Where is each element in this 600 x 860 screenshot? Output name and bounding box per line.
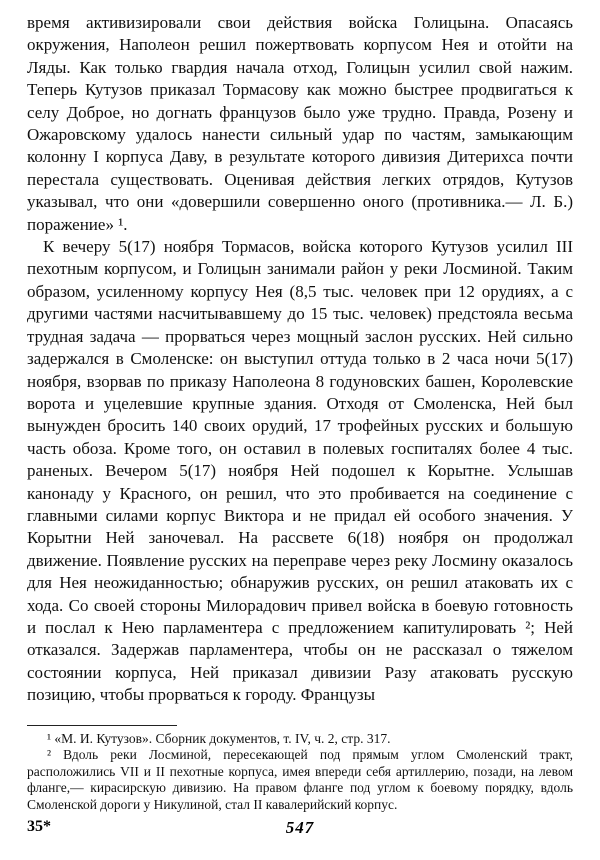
page-footer — [27, 818, 573, 840]
page-body — [27, 12, 573, 813]
main-text — [27, 12, 573, 707]
footnotes — [27, 731, 573, 814]
page-number: 547 — [285, 818, 315, 837]
footnote-divider — [27, 725, 177, 726]
paragraph-1: время активизировали свои действия войска Голицына. Опасаясь окружения, Наполеон решил пожертвовать корпусом Нея и отойти на Ляды. Как только гвардия начала отход, Голицын усилил свой нажим. Теперь Кутузов приказал Тормасову как можно быстрее продвигаться к селу Доброе, но догнать французов было уже трудно. Правда, Розену и Ожаровскому удалось нанести сильный удар по частям, замыкающим колонну I корпуса Даву, в результате которого дивизия Дитерихса почти перестала существовать. Оценивая действия легких отрядов, Кутузов указывал, что они «довершили совершенно оного (противника.— Л. Б.) поражение» ¹. — [27, 13, 573, 234]
footnote-2: ² Вдоль реки Лосминой, пересекающей под прямым углом Смоленский тракт, расположились VII и II пехотные корпуса, имея впереди себя артиллерию, позади, на левом фланге,— кирасирскую дивизию. На правом фланге под углом к боевому порядку, вдоль Смоленской дороги у Никулиной, стал II кавалерийский корпус. — [27, 747, 573, 812]
footnote-1: ¹ «М. И. Кутузов». Сборник документов, т. IV, ч. 2, стр. 317. — [47, 730, 391, 746]
paragraph-2: К вечеру 5(17) ноября Тормасов, войска которого Кутузов усилил III пехотным корпусом, и Голицын занимали район у реки Лосминой. Таким образом, усиленному корпусу Нея (8,5 тыс. человек при 12 орудиях, а с другими частями насчитывавшему до 15 тыс. человек) предстояла весьма трудная задача — прорваться через мощный заслон русских. Ней сильно задержался в Смоленске: он выступил оттуда только в 2 часа ночи 5(17) ноября, взорвав по приказу Наполеона 8 годуновских башен, Королевские ворота и уцелевшие крупные здания. Отходя от Смоленска, Ней был вынужден бросить 140 своих орудий, 17 трофейных русских и большую часть обоза. Кроме того, он оставил в полевых госпиталях более 4 тыс. раненых. Вечером 5(17) ноября Ней подошел к Корытне. Услышав канонаду у Красного, он решил, что это пробивается на соединение с главными силами корпус Виктора и не придал ей особого значения. У Корытни Ней заночевал. На рассвете 6(18) ноября он продолжал движение. Появление русских на переправе через реку Лосмину оказалось для Нея неожиданностью; обнаружив русских, он решил атаковать их с хода. Со своей стороны Милорадович привел войска в боевую готовность и послал к Нею парламентера с предложением капитулировать ²; Ней отказался. Задержав парламентера, чтобы он не рассказал о тяжелом состоянии корпуса, Ней приказал дивизии Разу атаковать русскую позицию, чтобы прорваться к городу. Французы — [27, 237, 573, 705]
signature-mark: 35* — [27, 818, 51, 835]
